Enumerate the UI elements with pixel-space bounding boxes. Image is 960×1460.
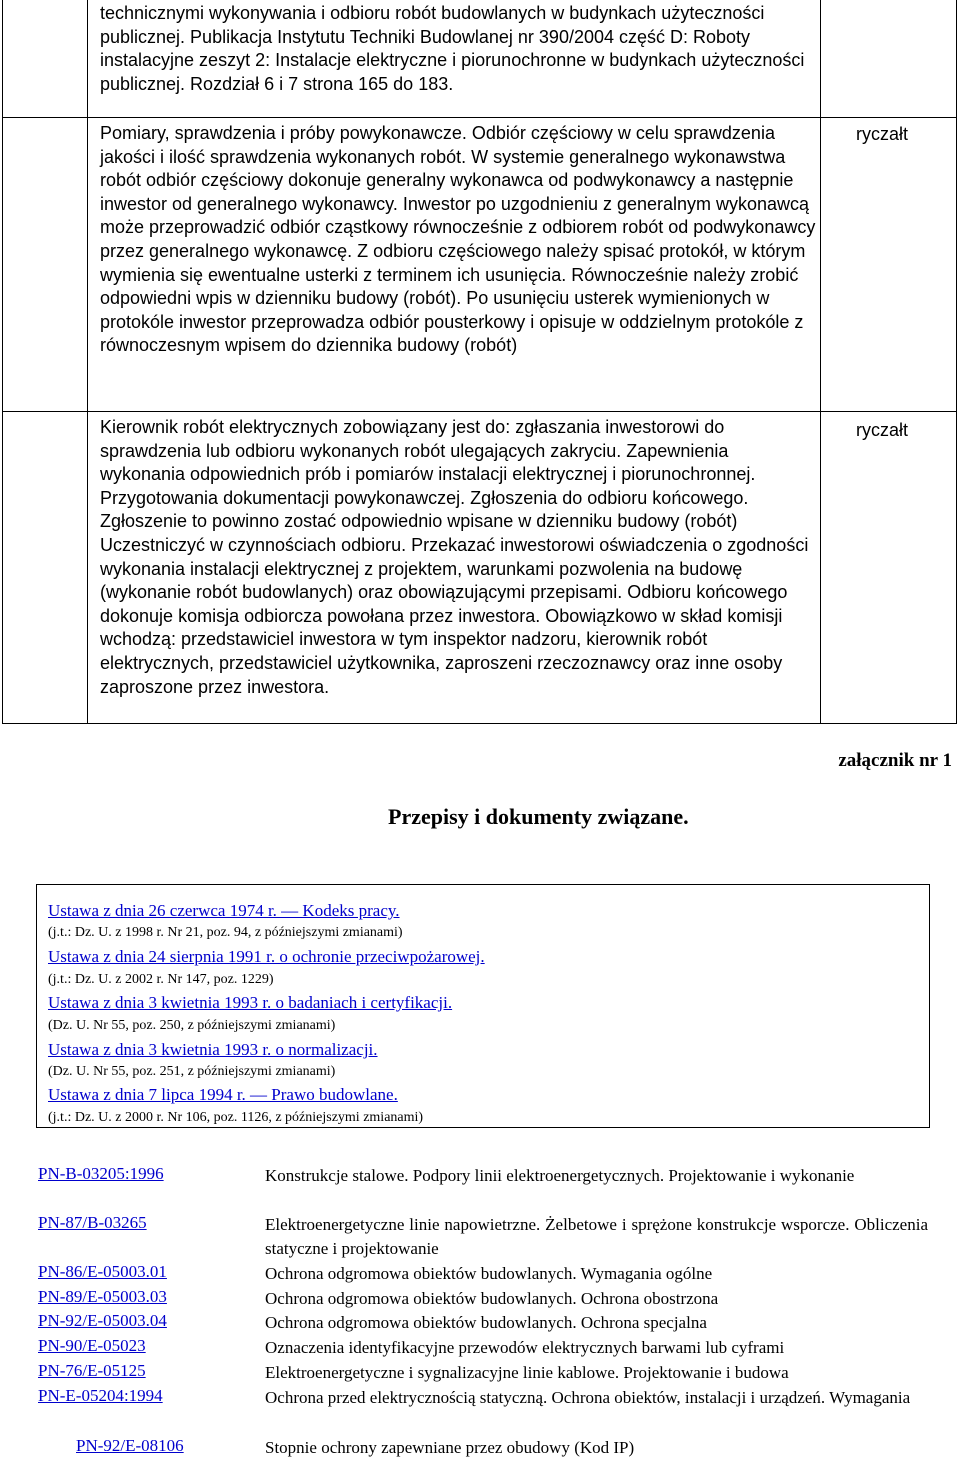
- act-link[interactable]: Ustawa z dnia 7 lipca 1994 r. — Prawo budowlane.: [48, 1085, 398, 1104]
- legal-acts-box: [36, 884, 930, 1128]
- spec-row-3-unit: ryczałt: [855, 420, 908, 440]
- standard-code-link[interactable]: PN-90/E-05023: [38, 1336, 146, 1355]
- standard-code-link[interactable]: PN-92/E-08106: [76, 1436, 184, 1455]
- standard-code-link[interactable]: PN-76/E-05125: [38, 1361, 146, 1380]
- standard-description: Ochrona przed elektrycznością statyczną. Ochrona obiektów, instalacji i urządzeń. Wymagania: [265, 1388, 911, 1407]
- standard-description: Ochrona odgromowa obiektów budowlanych. Ochrona specjalna: [265, 1313, 707, 1332]
- standard-description: Ochrona odgromowa obiektów budowlanych. Ochrona obostrzona: [265, 1289, 719, 1308]
- spec-row-1-text: technicznymi wykonywania i odbioru robót budowlanych w budynkach użyteczności publicznej. Publikacja Instytutu Techniki Budowlanej nr 390/2004 część D: Roboty instalacyjne zeszyt 2: Instalacje elektryczne i piorunochronne w budynkach użyteczności publicznej. Rozdział 6 i 7 strona 165 do 183.: [100, 3, 805, 94]
- standard-description: Elektroenergetyczne linie napowietrzne. Żelbetowe i sprężone konstrukcje wsporcze. Obliczenia statyczne i projektowanie: [265, 1215, 928, 1258]
- section-title: Przepisy i dokumenty związane.: [388, 804, 689, 829]
- act-reference: (j.t.: Dz. U. z 2000 r. Nr 106, poz. 1126, z późniejszymi zmianami): [48, 1110, 424, 1125]
- annex-label: załącznik nr 1: [838, 750, 952, 771]
- act-reference: (j.t.: Dz. U. z 1998 r. Nr 21, poz. 94, z późniejszymi zmianami): [48, 925, 403, 940]
- spec-row-3-text: Kierownik robót elektrycznych zobowiązany jest do: zgłaszania inwestorowi do sprawdzenia lub odbioru wykonanych robót ulegających zakryciu. Zapewnienia wykonania odpowiednich prób i pomiarów instalacji elektrycznej i piorunochronnej. Przygotowania dokumentacji powykonawczej. Zgłoszenia do odbioru końcowego. Zgłoszenie to powinno zostać odpowiednio wpisane w dzienniku budowy (robót) Uczestniczyć w czynnościach odbioru. Przekazać inwestorowi oświadczenia o zgodności wykonania instalacji elektrycznej z projektem, warunkami pozwolenia na budowę (wykonanie robót budowlanych) oraz obowiązującymi przepisami. Odbioru końcowego dokonuje komisja odbiorcza powołana przez inwestora. Obowiązkowo w skład komisji wchodzą: przedstawiciel inwestora w tym inspektor nadzoru, kierownik robót elektrycznych, przedstawiciel użytkownika, zaproszeni rzeczoznawcy oraz inne osoby zaproszone przez inwestora.: [100, 417, 809, 697]
- act-link[interactable]: Ustawa z dnia 3 kwietnia 1993 r. o badaniach i certyfikacji.: [48, 993, 453, 1012]
- standard-code-link[interactable]: PN-B-03205:1996: [38, 1164, 164, 1183]
- spec-row-2-unit: ryczałt: [855, 124, 908, 144]
- standard-code-link[interactable]: PN-92/E-05003.04: [38, 1311, 167, 1330]
- table-divider-2: [820, 0, 821, 724]
- standard-description: Konstrukcje stalowe. Podpory linii elektroenergetycznych. Projektowanie i wykonanie: [265, 1166, 855, 1185]
- standard-code-link[interactable]: PN-87/B-03265: [38, 1213, 147, 1232]
- act-link[interactable]: Ustawa z dnia 24 sierpnia 1991 r. o ochronie przeciwpożarowej.: [48, 947, 485, 966]
- table-divider-1: [87, 0, 88, 724]
- table-border-left: [2, 0, 3, 724]
- table-border-bottom: [2, 723, 957, 724]
- act-reference: (Dz. U. Nr 55, poz. 251, z późniejszymi zmianami): [48, 1064, 336, 1079]
- standard-description: Oznaczenia identyfikacyjne przewodów elektrycznych barwami lub cyframi: [265, 1338, 785, 1357]
- standard-code-link[interactable]: PN-86/E-05003.01: [38, 1262, 167, 1281]
- act-reference: (Dz. U. Nr 55, poz. 250, z późniejszymi zmianami): [48, 1018, 336, 1033]
- standard-code-link[interactable]: PN-E-05204:1994: [38, 1386, 163, 1405]
- act-link[interactable]: Ustawa z dnia 26 czerwca 1974 r. — Kodeks pracy.: [48, 901, 400, 920]
- row-separator: [2, 411, 957, 412]
- standard-description: Elektroenergetyczne i sygnalizacyjne linie kablowe. Projektowanie i budowa: [265, 1363, 789, 1382]
- act-link[interactable]: Ustawa z dnia 3 kwietnia 1993 r. o normalizacji.: [48, 1040, 378, 1059]
- spec-row-2-text: Pomiary, sprawdzenia i próby powykonawcze. Odbiór częściowy w celu sprawdzenia jakości i ilość sprawdzenia wykonanych robót. W systemie generalnego wykonawstwa robót odbiór częściowy dokonuje generalny wykonawca od podwykonawcy a następnie inwestor od generalnego wykonawcy. Inwestor po uzgodnieniu z generalnym wykonawcą może przeprowadzić odbiór cząstkowy równocześnie z odbiorem robót od podwykonawcy przez generalnego wykonawcę. Z odbioru częściowego należy spisać protokół, w którym wymienia się ewentualne usterki z terminem ich usunięcia. Równocześnie należy zrobić odpowiedni wpis w dzienniku budowy (robót). Po usunięciu usterek wymienionych w protokóle inwestor przeprowadza odbiór pousterkowy i opisuje w oddzielnym protokóle z równoczesnym wpisem do dziennika budowy (robót): [100, 123, 816, 356]
- specification-table: [2, 0, 957, 724]
- row-separator: [2, 117, 957, 118]
- standard-code-link[interactable]: PN-89/E-05003.03: [38, 1287, 167, 1306]
- standard-description: Ochrona odgromowa obiektów budowlanych. Wymagania ogólne: [265, 1264, 713, 1283]
- act-reference: (j.t.: Dz. U. z 2002 r. Nr 147, poz. 1229): [48, 972, 274, 987]
- standard-description: Stopnie ochrony zapewniane przez obudowy (Kod IP): [265, 1438, 635, 1457]
- standards-table: [30, 1158, 932, 1458]
- table-border-right: [956, 0, 957, 724]
